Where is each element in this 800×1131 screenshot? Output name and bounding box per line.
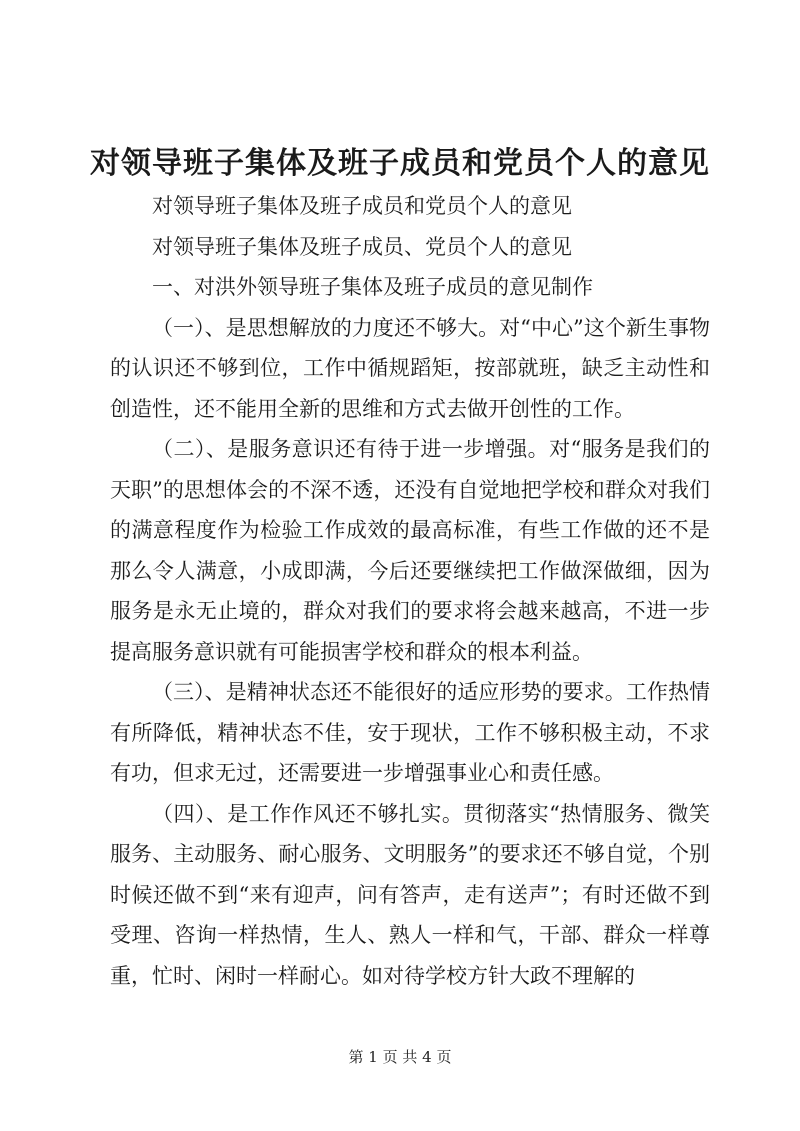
- document-title: 对领导班子集体及班子成员和党员个人的意见: [90, 146, 710, 181]
- paragraph-subtitle-1: 对领导班子集体及班子成员和党员个人的意见: [152, 194, 572, 218]
- page-number-footer: 第 1 页 共 4 页: [348, 1048, 452, 1066]
- paragraph-item-4: （四）、是工作作风还不够扎实。贯彻落实“热情服务、微笑服务、主动服务、耐心服务、文明服务”的要求还不够自觉，个别时候还做不到“来有迎声，问有答声，走有送声”；有时还做不到受理、咨询一样热情，生人、熟人一样和气，干部、群众一样尊重，忙时、闲时一样耐心。如对待学校方针大政不理解的: [110, 801, 710, 988]
- paragraph-subtitle-2: 对领导班子集体及班子成员、党员个人的意见: [152, 234, 572, 259]
- paragraph-item-3: （三）、是精神状态还不能很好的适应形势的要求。工作热情有所降低，精神状态不佳，安于现状，工作不够积极主动，不求有功，但求无过，还需要进一步增强事业心和责任感。: [110, 680, 710, 785]
- paragraph-section-heading: 一、对洪外领导班子集体及班子成员的意见制作: [152, 275, 593, 299]
- paragraph-item-2: （二）、是服务意识还有待于进一步增强。对“服务是我们的天职”的思想体会的不深不透，还没有自觉地把学校和群众对我们的满意程度作为检验工作成效的最高标准，有些工作做的还不是那么令人满意，小成即满，今后还要继续把工作做深做细，因为服务是永无止境的，群众对我们的要求将会越来越高，不进一步提高服务意识就有可能损害学校和群众的根本利益。: [110, 437, 710, 664]
- document-body: [110, 186, 710, 996]
- paragraph-item-1: （一）、是思想解放的力度还不够大。对“中心”这个新生事物的认识还不够到位，工作中循规蹈矩，按部就班，缺乏主动性和创造性，还不能用全新的思维和方式去做开创性的工作。: [110, 315, 710, 421]
